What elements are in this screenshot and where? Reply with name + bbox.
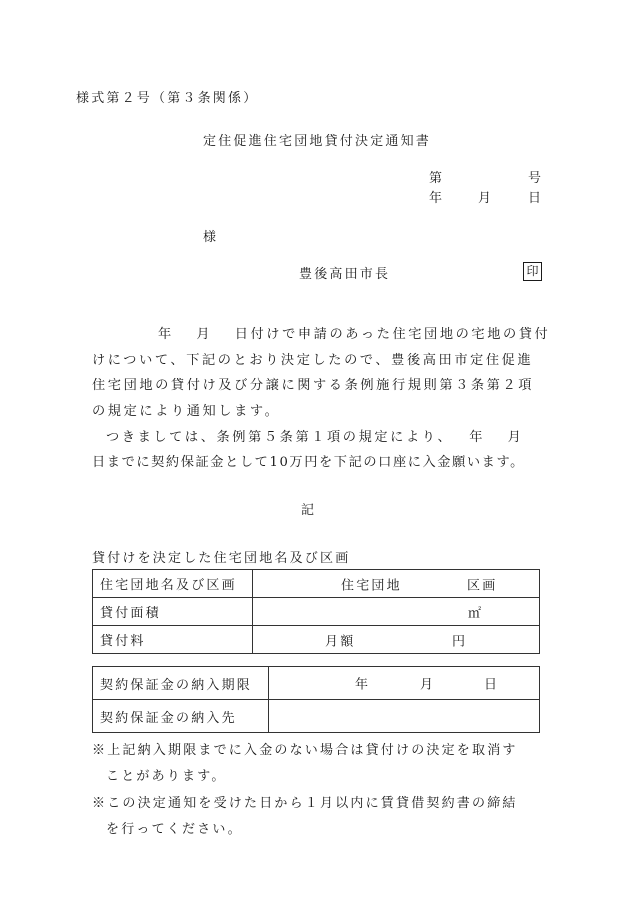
date-month-label: 月 xyxy=(478,191,494,206)
table-row xyxy=(93,700,540,733)
body-line-4: の規定により通知します。 xyxy=(92,404,281,419)
deadline-month-label: 月 xyxy=(420,677,436,693)
deposit-deadline-label: 契約保証金の納入期限 xyxy=(93,667,269,700)
body-line-2: けについて、下記のとおり決定したので、豊後高田市定住促進 xyxy=(92,353,534,368)
lot-name-part2: 区画 xyxy=(467,578,498,593)
rent-label: 貸付料 xyxy=(93,626,253,654)
issuer-name: 豊後高田市長 xyxy=(299,267,391,282)
lot-name-label: 住宅団地名及び区画 xyxy=(93,570,253,598)
body-line-6: 日までに契約保証金として10万円を下記の口座に入金願います。 xyxy=(92,455,525,470)
date-year-label: 年 xyxy=(429,191,445,206)
deposit-destination-value xyxy=(269,700,540,733)
note-1-line-2: ことがあります。 xyxy=(106,769,227,784)
body-line-3: 住宅団地の貸付け及び分譲に関する条例施行規則第３条第２項 xyxy=(92,378,535,393)
date-day-label: 日 xyxy=(528,191,544,206)
deposit-destination-label: 契約保証金の納入先 xyxy=(93,700,269,733)
deposit-deadline-value xyxy=(269,667,540,700)
table-row xyxy=(93,667,540,700)
table-row xyxy=(93,626,540,654)
number-prefix: 第 xyxy=(429,171,445,186)
note-2-line-1: ※この決定通知を受けた日から１月以内に賃貸借契約書の締結 xyxy=(92,796,518,811)
deposit-table xyxy=(92,666,540,733)
rent-value xyxy=(253,626,540,654)
area-unit: ㎡ xyxy=(468,606,484,621)
seal-box: 印 xyxy=(523,262,542,281)
section-title: 貸付けを決定した住宅団地名及び区画 xyxy=(92,551,351,566)
addressee-suffix: 様 xyxy=(203,230,219,245)
body-line-5: つきましては、条例第５条第１項の規定により、 年 月 xyxy=(106,430,524,445)
number-suffix: 号 xyxy=(528,171,544,186)
deadline-year-label: 年 xyxy=(355,677,371,693)
table-row xyxy=(93,570,540,598)
lot-name-value xyxy=(253,570,540,598)
body-line-1: 年 月 日付けで申請のあった住宅団地の宅地の貸付 xyxy=(158,327,551,342)
rent-yen-label: 円 xyxy=(452,634,468,649)
lot-details-table xyxy=(92,569,540,654)
lot-name-part1: 住宅団地 xyxy=(341,578,402,593)
note-1-line-1: ※上記納入期限までに入金のない場合は貸付けの決定を取消す xyxy=(92,743,518,758)
document-title: 定住促進住宅団地貸付決定通知書 xyxy=(203,134,432,149)
deadline-day-label: 日 xyxy=(484,677,500,693)
table-row xyxy=(93,598,540,626)
form-number: 様式第２号（第３条関係） xyxy=(76,91,259,106)
area-label: 貸付面積 xyxy=(93,598,253,626)
note-heading: 記 xyxy=(301,503,317,518)
note-2-line-2: を行ってください。 xyxy=(106,822,243,837)
rent-monthly-label: 月額 xyxy=(325,634,356,649)
area-value xyxy=(253,598,540,626)
